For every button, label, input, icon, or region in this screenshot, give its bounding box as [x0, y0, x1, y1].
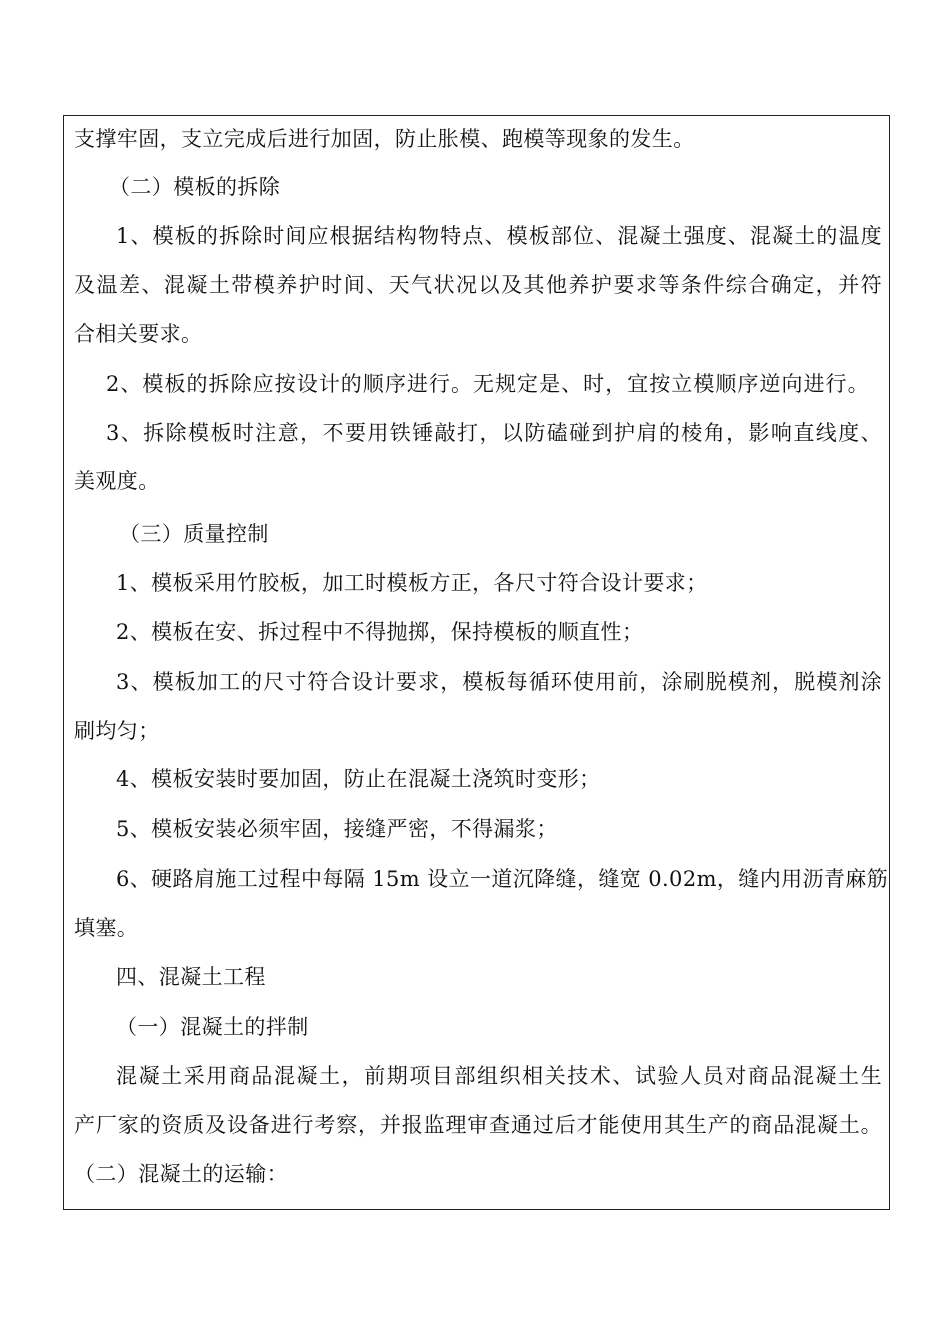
- text-line: 混凝土采用商品混凝土，前期项目部组织相关技术、试验人员对商品混凝土生: [116, 1064, 882, 1088]
- text-line: 1、模板采用竹胶板，加工时模板方正，各尺寸符合设计要求；: [116, 571, 708, 595]
- text-line: 5、模板安装必须牢固，接缝严密，不得漏浆；: [116, 817, 558, 841]
- section-heading: （二）混凝土的运输：: [74, 1162, 288, 1186]
- text-line: 刷均匀；: [74, 719, 160, 743]
- text-line: 3、模板加工的尺寸符合设计要求，模板每循环使用前，涂刷脱模剂，脱模剂涂: [116, 670, 882, 694]
- text-line: 支撑牢固，支立完成后进行加固，防止胀模、跑模等现象的发生。: [74, 127, 695, 151]
- text-line: 3、拆除模板时注意，不要用铁锤敲打，以防磕碰到护肩的棱角，影响直线度、: [106, 421, 882, 445]
- text-line: 填塞。: [74, 916, 139, 940]
- text-line: 2、模板在安、拆过程中不得抛掷，保持模板的顺直性；: [116, 620, 644, 644]
- text-line: 合相关要求。: [74, 322, 203, 346]
- text-line: 2、模板的拆除应按设计的顺序进行。无规定是、时，宜按立模顺序逆向进行。: [106, 372, 869, 396]
- text-line: 6、硬路肩施工过程中每隔 15m 设立一道沉降缝，缝宽 0.02m，缝内用沥青麻筋: [116, 867, 889, 891]
- text-line: 美观度。: [74, 469, 160, 493]
- section-heading: 四、混凝土工程: [116, 965, 266, 989]
- text-line: 及温差、混凝土带模养护时间、天气状况以及其他养护要求等条件综合确定，并符: [74, 273, 882, 297]
- section-heading: （二）模板的拆除: [109, 175, 281, 199]
- text-line: 1、模板的拆除时间应根据结构物特点、模板部位、混凝土强度、混凝土的温度: [116, 224, 882, 248]
- document-frame: [63, 115, 890, 1210]
- section-heading: （一）混凝土的拌制: [116, 1015, 309, 1039]
- text-line: 产厂家的资质及设备进行考察，并报监理审查通过后才能使用其生产的商品混凝土。: [74, 1113, 882, 1137]
- text-line: 4、模板安装时要加固，防止在混凝土浇筑时变形；: [116, 767, 601, 791]
- section-heading: （三）质量控制: [119, 522, 269, 546]
